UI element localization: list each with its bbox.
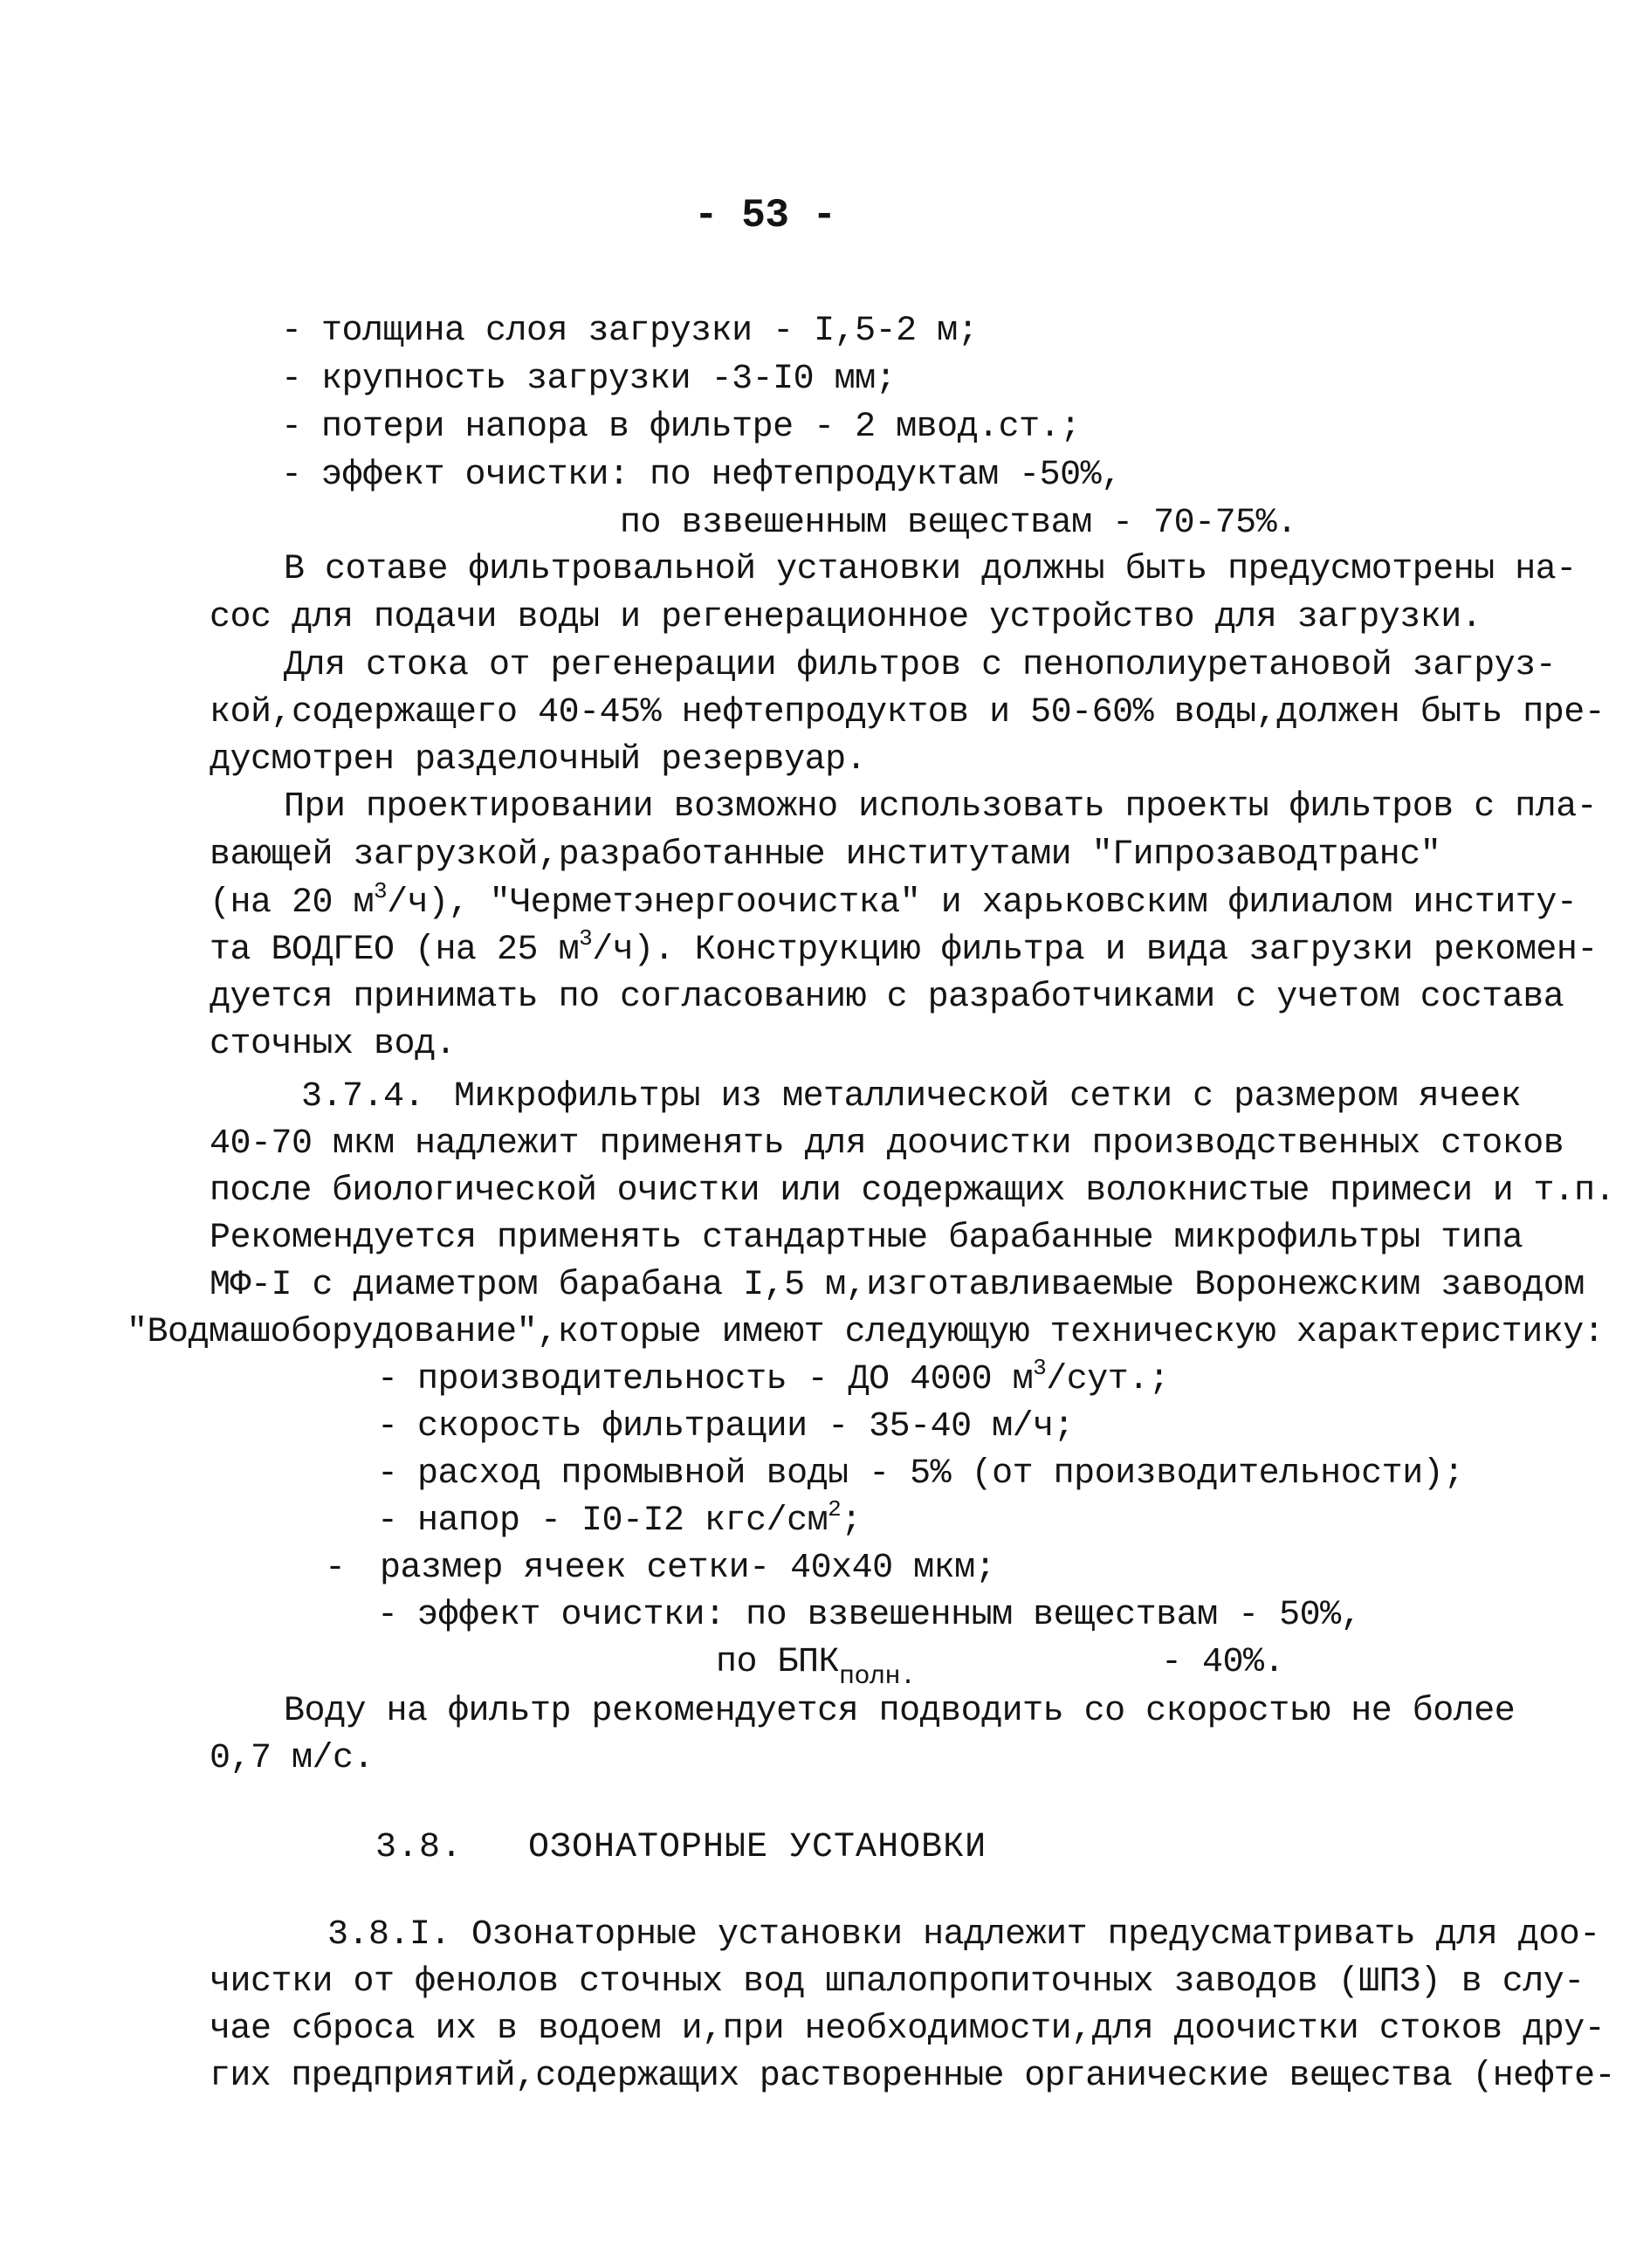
spec-bpk: по $БПК_{полн.}$ [716,1643,916,1692]
section-374-line: 40-70 мкм надлежит применять для доочистки производственных стоков [210,1124,1564,1164]
para1-line: В сотаве фильтровальной установки должны быть предусмотрены на- [284,550,1577,589]
para4-line: 0,7 м/с. [210,1739,375,1778]
section-heading-title: ОЗОНАТОРНЫЕ УСТАНОВКИ [528,1828,987,1867]
spec-load-thickness: толщина слоя загрузки - I,5-2 м; [321,312,979,351]
section-374-line: МФ-I с диаметром барабана I,5 м,изготавливаемые Воронежским заводом [210,1266,1585,1305]
spec-pressure: напор - I0-I2 кгс/$см^2$; [417,1496,862,1541]
spec-head-loss: потери напора в фильтре - 2 мвод.ст.; [321,408,1081,447]
spec-bullet: - [281,312,302,351]
para3-line: та ВОДГЕО (на 25 $м^3/ч$). Конструкцию фильтра и вида загрузки рекомен- [210,925,1598,970]
section-381-line: Озонаторные установки надлежит предусматривать для доо- [471,1915,1600,1955]
spec-bpk-value: - 40%. [1161,1643,1285,1682]
spec-bullet: - [377,1360,398,1399]
para4-line: Воду на фильтр рекомендуется подводить со скоростью не более [284,1692,1516,1731]
section-374-line: "Водмашоборудование",которые имеют следующую техническую характеристику: [127,1313,1605,1352]
para3-line: дуется принимать по согласованию с разработчиками с учетом состава [210,978,1564,1017]
para3-line: При проектировании возможно использовать проекты фильтров с пла- [284,787,1598,827]
section-374-line: Микрофильтры из металлической сетки с размером ячеек [454,1077,1522,1117]
spec-bullet: - [281,408,302,447]
spec-bullet: - [377,1502,398,1541]
spec-efficiency: эффект очистки: по нефтепродуктам -50%, [321,456,1122,495]
spec-bullet: - [281,456,302,495]
section-381-line: гих предприятий,содержащих растворенные органические вещества (нефте- [210,2057,1615,2096]
section-381-line: чистки от фенолов сточных вод шпалопропиточных заводов (ШПЗ) в слу- [210,1962,1585,2002]
spec-bullet: - [377,1407,398,1447]
spec-bullet: - [377,1454,398,1494]
spec-filtration-speed: скорость фильтрации - 35-40 м/ч; [417,1407,1075,1447]
para2-line: Для стока от регенерации фильтров с пенополиуретановой загруз- [284,646,1557,685]
spec-bullet: - [325,1549,346,1588]
spec-wash-water: расход промывной воды - 5% (от производительности); [417,1454,1464,1494]
section-number: 3.7.4. [301,1077,425,1117]
spec-load-size: крупность загрузки -3-I0 мм; [321,360,897,399]
para3-line: (на 20 $м^3/ч$), "Черметэнергоочистка" и харьковским филиалом институ- [210,878,1578,923]
spec-productivity: производительность - ДО 4000 $м^3$/сут.; [417,1355,1170,1399]
page-number: - 53 - [694,193,836,238]
para1-line: сос для подачи воды и регенерационное устройство для загрузки. [210,598,1482,637]
section-381-line: чае сброса их в водоем и,при необходимости,для доочистки стоков дру- [210,2010,1605,2049]
spec-efficiency-continuation: по взвешенным веществам - 70-75%. [620,504,1297,543]
para3-line: сточных вод. [210,1025,457,1064]
section-374-line: после биологической очистки или содержащих волокнистые примеси и т.п. [210,1172,1615,1211]
spec-mesh-size: размер ячеек сетки- 40х40 мкм; [380,1549,996,1588]
para2-line: кой,содержащего 40-45% нефтепродуктов и 50-60% воды,должен быть пре- [210,693,1605,732]
spec-bullet: - [377,1596,398,1635]
section-374-line: Рекомендуется применять стандартные барабанные микрофильтры типа [210,1219,1523,1258]
section-heading-number: 3.8. [375,1828,464,1867]
section-number: 3.8.I. [327,1915,451,1955]
spec-effect: эффект очистки: по взвешенным веществам - 50%, [417,1596,1362,1635]
para3-line: вающей загрузкой,разработанные институтами "Гипрозаводтранс" [210,835,1441,875]
spec-bullet: - [281,360,302,399]
para2-line: дусмотрен разделочный резервуар. [210,740,867,780]
